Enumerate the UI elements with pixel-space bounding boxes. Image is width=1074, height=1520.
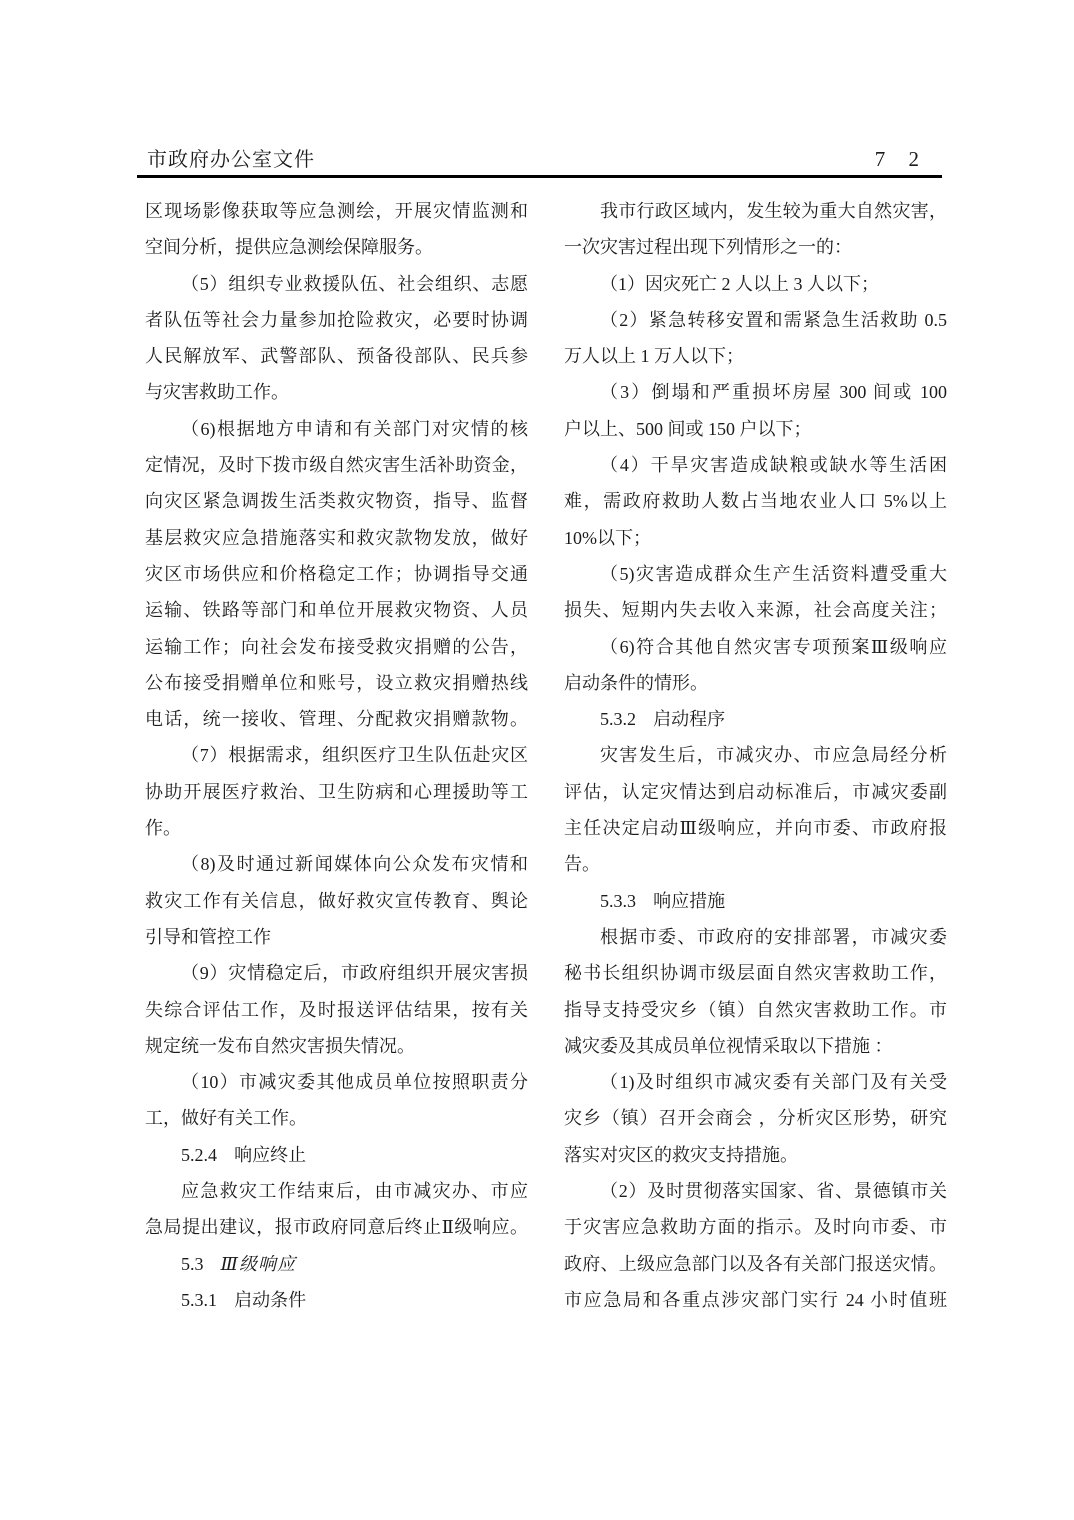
section-number: 5.3 [181,1253,204,1274]
text-line: 者队伍等社会力量参加抢险救灾，必要时协调 [145,309,528,330]
paragraph [564,1064,947,1173]
column-right [564,193,947,1318]
paragraph [564,447,947,556]
text-line: 政府、上级应急部门以及各有关部门报送灾情。 [564,1253,947,1274]
text-line: （3）倒塌和严重损坏房屋 300 间或 100 [600,382,947,403]
text-line: 我市行政区域内，发生较为重大自然灾害， [600,201,947,221]
section-title: 响应终止 [234,1144,307,1165]
section-title: 响应措施 [653,890,726,911]
document-header-title: 市政府办公室文件 [147,149,315,171]
text-line: （6)根据地方申请和有关部门对灾情的核 [181,418,528,439]
text-line: 市应急局和各重点涉灾部门实行 24 小时值班 [564,1289,947,1310]
text-line: （5）组织专业救援队伍、社会组织、志愿 [181,273,528,294]
section-heading [564,883,947,919]
text-line: 基层救灾应急措施落实和救灾款物发放，做好 [145,527,528,548]
text-line: 评估，认定灾情达到启动标准后，市减灾委副 [564,781,947,802]
paragraph [564,193,947,266]
text-line: 急局提出建议，报市政府同意后终止Ⅱ级响应。 [145,1217,528,1238]
text-line: 于灾害应急救助方面的指示。及时向市委、市 [564,1217,947,1238]
text-line: 作。 [145,818,181,839]
section-number: 5.3.3 [600,890,636,911]
text-line: 失综合评估工作，及时报送评估结果，按有关 [145,999,528,1020]
page-number: 7 2 [874,147,928,171]
paragraph [564,737,947,882]
column-left [145,193,528,1318]
text-line: 根据市委、市政府的安排部署，市减灾委 [600,926,947,947]
text-line: 灾区市场供应和价格稳定工作；协调指导交通 [145,563,528,584]
text-line: 公布接受捐赠单位和账号，设立救灾捐赠热线 [145,672,528,693]
text-line: （10）市减灾委其他成员单位按照职责分 [181,1072,528,1093]
text-line: 工，做好有关工作。 [145,1108,307,1129]
paragraph [564,556,947,629]
text-line: 定情况，及时下拨市级自然灾害生活补助资金， [145,455,528,476]
paragraph [564,629,947,702]
paragraph [145,266,528,411]
paragraph [564,374,947,447]
text-line: 引导和管控工作 [145,926,271,947]
paragraph [564,266,947,302]
paragraph [145,411,528,738]
text-line: 万人以上 1 万人以下； [564,346,744,367]
paragraph [145,846,528,955]
text-line: （1)及时组织市减灾委有关部门及有关受 [600,1072,947,1093]
paragraph [145,193,528,266]
page-header [137,143,942,178]
section-heading [145,1137,528,1173]
text-line: 应急救灾工作结束后，由市减灾办、市应 [181,1181,528,1202]
section-heading [145,1282,528,1318]
text-line: 区现场影像获取等应急测绘，开展灾情监测和 [145,201,528,221]
text-line: 落实对灾区的救灾支持措施。 [564,1144,798,1165]
text-line: 10%以下； [564,527,651,548]
paragraph [145,955,528,1064]
section-title: 启动条件 [234,1289,307,1310]
text-line: 空间分析，提供应急测绘保障服务。 [145,237,433,258]
text-line: 人民解放军、武警部队、预备役部队、民兵参 [145,346,528,367]
text-line: 一次灾害过程出现下列情形之一的： [564,237,852,258]
section-title: Ⅲ级响应 [220,1253,296,1274]
paragraph [564,919,947,1064]
text-line: 灾乡（镇）召开会商会 ，分析灾区形势，研究 [564,1108,947,1129]
text-line: 减灾委及其成员单位视情采取以下措施 ： [564,1035,893,1056]
section-title: 启动程序 [653,709,726,730]
text-line: 户以上、500 间或 150 户以下； [564,418,812,439]
text-line: 启动条件的情形。 [564,672,708,693]
paragraph [145,737,528,846]
paragraph [564,1173,947,1318]
text-line: （2）紧急转移安置和需紧急生活救助 0.5 [600,309,947,330]
header-rule [137,175,942,178]
text-line: 主任决定启动Ⅲ级响应，并向市委、市政府报 [564,818,947,839]
text-line: 救灾工作有关信息，做好救灾宣传教育、舆论 [145,890,528,911]
text-line: 指导支持受灾乡（镇）自然灾害救助工作。市 [564,999,947,1020]
text-line: （6)符合其他自然灾害专项预案Ⅲ级响应 [600,636,947,657]
text-line: 运输、铁路等部门和单位开展救灾物资、人员 [145,600,528,621]
text-line: 告。 [564,854,600,875]
section-number: 5.3.2 [600,709,636,730]
section-number: 5.3.1 [181,1289,217,1310]
section-heading [145,1246,528,1282]
text-line: （5)灾害造成群众生产生活资料遭受重大 [600,563,947,584]
text-columns [145,193,947,1318]
text-line: 与灾害救助工作。 [145,382,289,403]
text-line: 协助开展医疗救治、卫生防病和心理援助等工 [145,781,528,802]
text-line: 秘书长组织协调市级层面自然灾害救助工作， [564,963,947,984]
text-line: 规定统一发布自然灾害损失情况。 [145,1035,415,1056]
text-line: 难，需政府救助人数占当地农业人口 5%以上 [564,491,947,512]
text-line: 电话，统一接收、管理、分配救灾捐赠款物。 [145,709,528,730]
section-heading [564,701,947,737]
text-line: （2）及时贯彻落实国家、省、景德镇市关 [600,1181,947,1202]
text-line: 向灾区紧急调拨生活类救灾物资，指导、监督 [145,491,528,512]
paragraph [564,302,947,375]
text-line: （4）干旱灾害造成缺粮或缺水等生活困 [600,455,947,476]
section-number: 5.2.4 [181,1144,217,1165]
text-line: 灾害发生后，市减灾办、市应急局经分析 [600,745,947,766]
paragraph [145,1064,528,1137]
text-line: （7）根据需求，组织医疗卫生队伍赴灾区 [181,745,528,766]
text-line: 运输工作；向社会发布接受救灾捐赠的公告， [145,636,528,657]
text-line: （9）灾情稳定后，市政府组织开展灾害损 [181,963,528,984]
paragraph [145,1173,528,1246]
text-line: （8)及时通过新闻媒体向公众发布灾情和 [181,854,528,875]
text-line: （1）因灾死亡 2 人以上 3 人以下； [600,273,879,294]
text-line: 损失、短期内失去收入来源，社会高度关注； [564,600,947,621]
